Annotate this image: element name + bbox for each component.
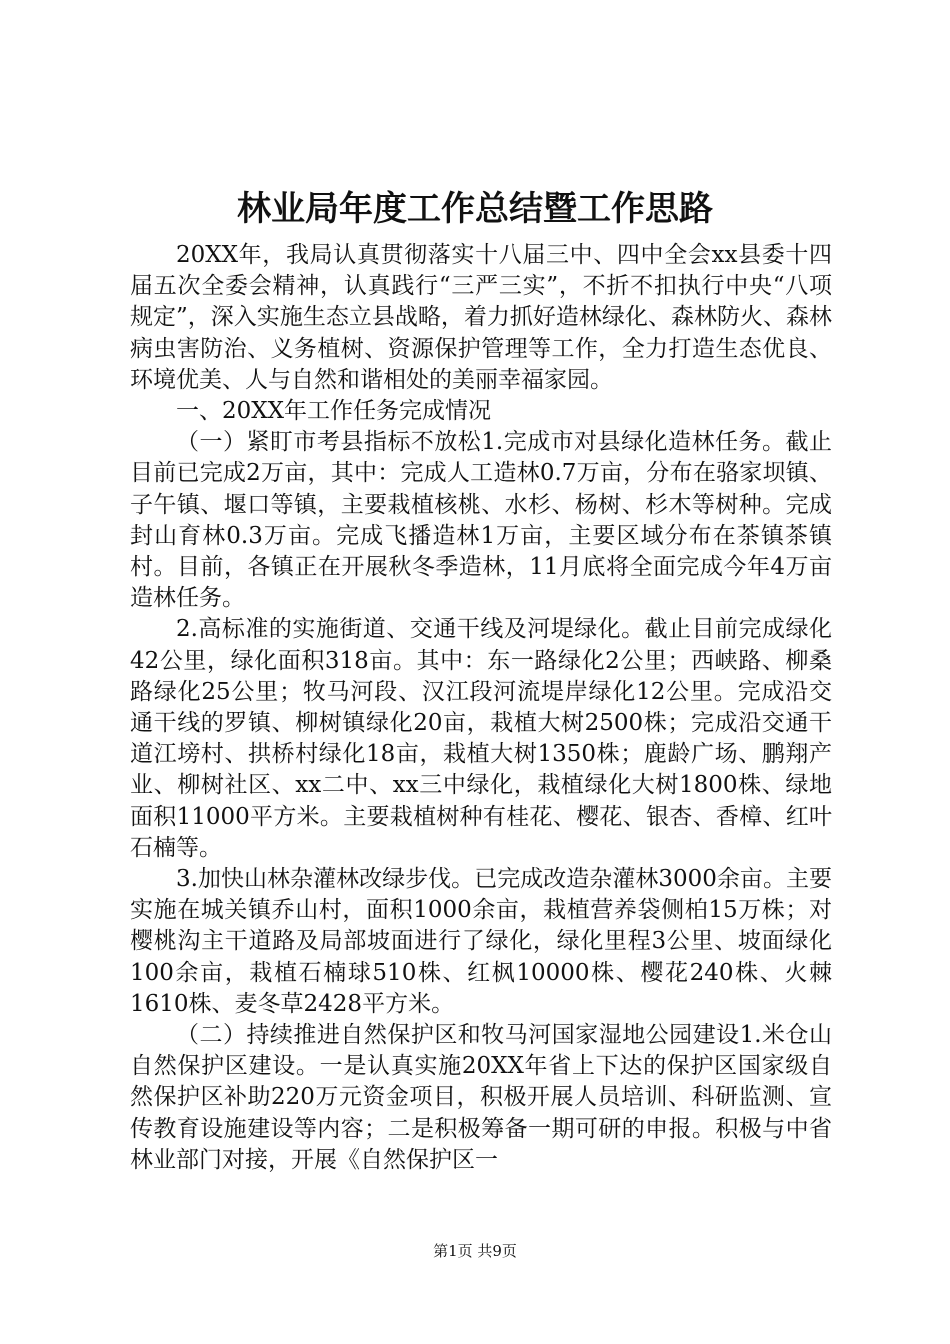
section-heading: 一、20XX年工作任务完成情况 [176,398,492,425]
page-footer: 第1页 共9页 [433,1242,517,1260]
paragraph-item-1: （一）紧盯市考县指标不放松1.完成市对县绿化造林任务。截止目前已完成2万亩，其中：完成人工造林0.7万亩，分布在骆家坝镇、子午镇、堰口等镇，主要栽植核桃、水杉、杨树、杉木等树种。完成封山育林0.3万亩。完成飞播造林1万亩，主要区域分布在茶镇茶镇村。目前，各镇正在开展秋冬季造林，11月底将全面完成今年4万亩造林任务。 [130,429,832,612]
paragraph-intro: 20XX年，我局认真贯彻落实十八届三中、四中全会xx县委十四届五次全委会精神，认真践行“三严三实”，不折不扣执行中央“八项规定”，深入实施生态立县战略，着力抓好造林绿化、森林防火、森林病虫害防治、义务植树、资源保护管理等工作，全力打造生态优良、环境优美、人与自然和谐相处的美丽幸福家园。 [130,242,832,393]
paragraph-item-3: 3.加快山林杂灌林改绿步伐。已完成改造杂灌林3000余亩。主要实施在城关镇乔山村，面积1000余亩，栽植营养袋侧柏15万株；对樱桃沟主干道路及局部坡面进行了绿化，绿化里程3公里、坡面绿化100余亩，栽植石楠球510株、红枫10000株、樱花240株、火棘1610株、麦冬草2428平方米。 [130,866,832,1017]
paragraph-subsection-2: （二）持续推进自然保护区和牧马河国家湿地公园建设1.米仓山自然保护区建设。一是认真实施20XX年省上下达的保护区国家级自然保护区补助220万元资金项目，积极开展人员培训、科研监测、宣传教育设施建设等内容；二是积极筹备一期可研的申报。积极与中省林业部门对接，开展《自然保护区一 [130,1022,832,1173]
document-title: 林业局年度工作总结暨工作思路 [237,189,713,229]
paragraph-item-2: 2.高标准的实施街道、交通干线及河堤绿化。截止目前完成绿化42公里，绿化面积318亩。其中：东一路绿化2公里；西峡路、柳桑路绿化25公里；牧马河段、汉江段河流堤岸绿化12公里。完成沿交通干线的罗镇、柳树镇绿化20亩，栽植大树2500株；完成沿交通干道江塝村、拱桥村绿化18亩，栽植大树1350株；鹿龄广场、鹏翔产业、柳树社区、xx二中、xx三中绿化，栽植绿化大树1800株、绿地面积11000平方米。主要栽植树种有桂花、樱花、银杏、香樟、红叶石楠等。 [130,616,832,861]
document-body [130,240,832,1176]
